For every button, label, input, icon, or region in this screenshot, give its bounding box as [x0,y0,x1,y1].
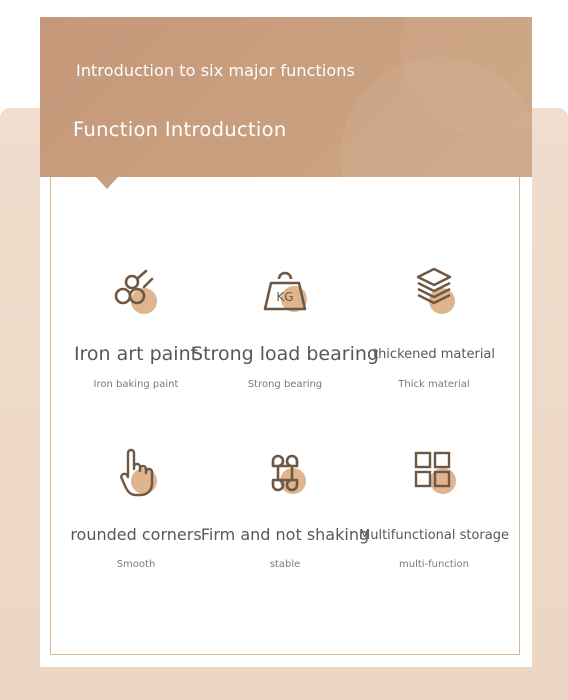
feature-title: rounded corners [70,525,202,544]
feature-subtitle: multi-function [398,559,469,570]
command-knot-icon [257,445,313,501]
feature-title: thickened material [372,347,496,362]
layers-icon [406,265,462,321]
header-banner [40,17,532,177]
kg-weight-icon [257,265,313,321]
intro-text: Introduction to six major functions [76,61,355,80]
feature-title: Strong load bearing [191,343,379,365]
feature-title: Multifunctional storage [359,528,509,543]
feature-subtitle: stable [269,559,301,570]
feature-subtitle: Iron baking paint [93,379,179,390]
feature-title: Firm and not shaking [200,525,370,544]
hand-pointer-icon [108,445,164,501]
card-border [50,177,520,655]
features-card [40,177,532,667]
grid-icon [406,445,462,501]
section-title: Function Introduction [73,118,287,141]
feature-subtitle: Smooth [116,559,156,570]
svg-text:KG: KG [276,290,294,304]
circles-brush-icon [108,265,164,321]
feature-subtitle: Strong bearing [247,379,323,390]
feature-title: Iron art paint [73,343,199,365]
feature-subtitle: Thick material [398,379,470,390]
